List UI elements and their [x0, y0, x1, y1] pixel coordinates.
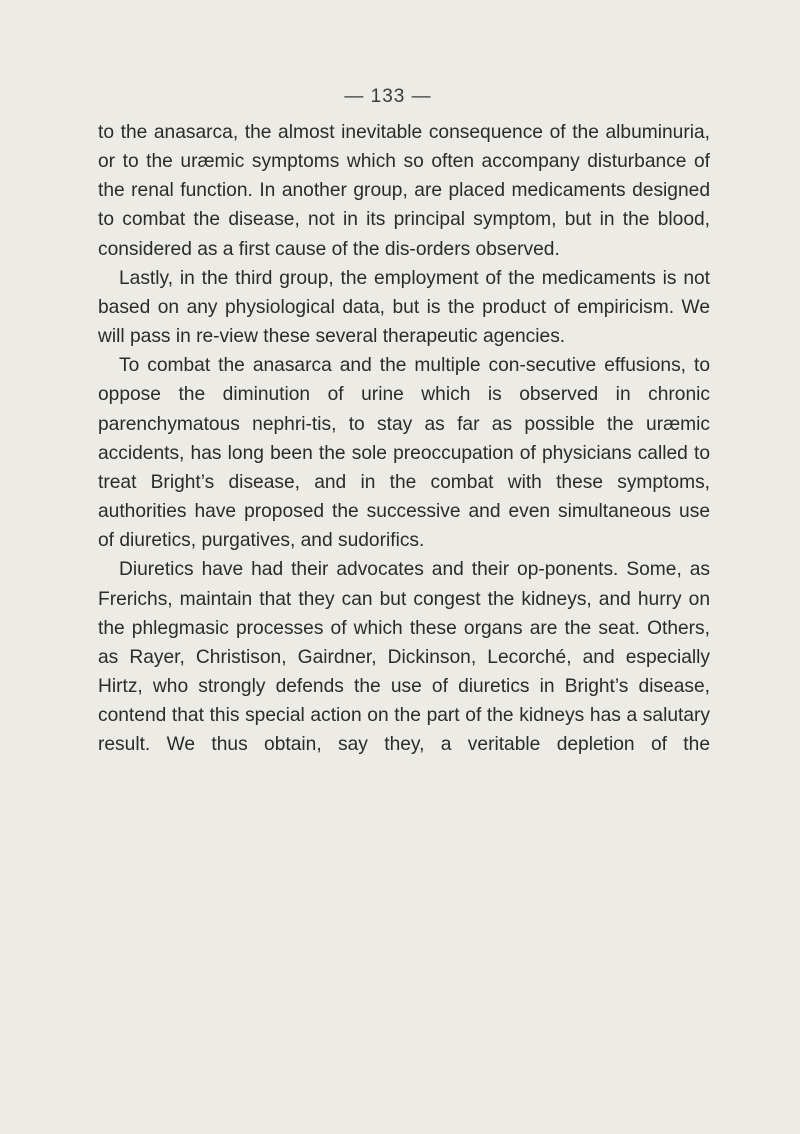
paragraph-continuation: to the anasarca, the almost inevitable consequence of the albuminuria, or to the uræmic symptoms which so often accompany disturbance of the renal function. In another group, are placed medicaments designed to combat the disease, not in its principal symptom, but in the blood, considered as a first cause of the dis-orders observed.	[98, 122, 710, 260]
paragraph-anasarca: To combat the anasarca and the multiple con-secutive effusions, to oppose the diminution of urine which is observed in chronic parenchymatous nephri-tis, to stay as far as possible the uræmic accidents, has long been the sole preoccupation of physicians called to treat Bright’s disease, and in the combat with these symptoms, authorities have proposed the successive and even simultaneous use of diuretics, purgatives, and sudorifics.	[98, 355, 710, 552]
page-number: — 133 —	[344, 86, 432, 107]
body-text	[98, 118, 710, 759]
paragraph-lastly: Lastly, in the third group, the employment of the medicaments is not based on any physiological data, but is the product of empiricism. We will pass in re-view these several therapeutic agencies.	[98, 267, 710, 348]
paragraph-diuretics: Diuretics have had their advocates and their op-ponents. Some, as Frerichs, maintain that they can but congest the kidneys, and hurry on the phlegmasic processes of which these organs are the seat. Others, as Rayer, Christison, Gairdner, Dickinson, Lecorché, and especially Hirtz, who strongly defends the use of diuretics in Bright’s disease, contend that this special action on the part of the kidneys has a salutary result. We thus obtain, say they, a veritable depletion of the	[98, 559, 710, 756]
